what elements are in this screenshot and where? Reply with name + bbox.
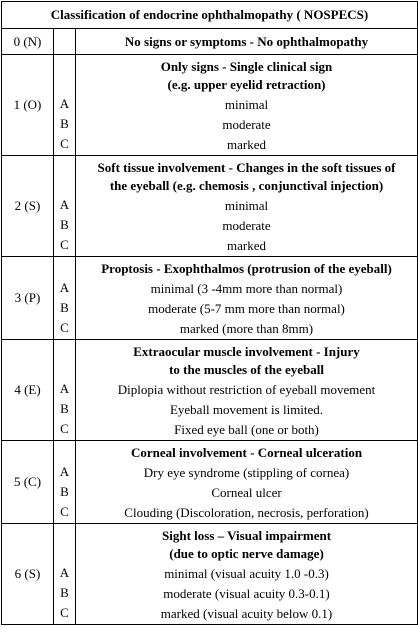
severity-level: marked (visual acuity below 0.1) [160,606,333,621]
subgrade-letter: A [59,565,70,580]
class-row [2,524,418,625]
subgrade-letter: A [59,280,70,295]
class-row [2,340,418,441]
subgrade-letter: B [60,116,69,131]
subgrade-letter: A [59,464,70,479]
severity-level: moderate [222,117,271,132]
subgrade-letter: B [60,401,69,416]
description-cell [76,524,418,625]
class-row [2,29,418,55]
class-heading: Sight loss – Visual impairment (due to optic nerve damage) [162,528,332,561]
subgrade-cell [54,55,76,156]
subgrade-cell [54,340,76,441]
class-heading: Corneal involvement - Corneal ulceration [130,445,363,460]
severity-level: Eyeball movement is limited. [169,402,324,417]
subgrade-letter: C [60,136,69,151]
class-heading: Extraocular muscle involvement - Injury to the muscles of the eyeball [133,344,360,377]
description-cell [76,340,418,441]
severity-level: marked [227,238,266,253]
description-cell: No signs or symptoms - No ophthalmopathy [76,29,418,55]
grade-cell: 2 (S) [2,156,54,257]
subgrade-cell [54,257,76,340]
grade-cell: 6 (S) [2,524,54,625]
description-cell [76,156,418,257]
severity-level: marked [227,137,266,152]
class-row [2,55,418,156]
subgrade-cell [54,29,76,55]
grade-cell: 3 (P) [2,257,54,340]
severity-level: Clouding (Discoloration, necrosis, perforation) [124,505,369,520]
class-heading: Only signs - Single clinical sign (e.g. upper eyelid retraction) [160,59,333,92]
description-cell [76,441,418,524]
severity-level: Diplopia without restriction of eyeball movement [117,382,376,397]
severity-level: moderate [222,218,271,233]
subgrade-letter: C [60,320,69,335]
grade-cell: 0 (N) [2,29,54,55]
subgrade-cell [54,156,76,257]
severity-level: moderate (visual acuity 0.3-0.1) [163,586,330,601]
severity-level: Dry eye syndrome (stippling of cornea) [143,465,350,480]
class-heading: Proptosis - Exophthalmos (protrusion of the eyeball) [101,261,392,276]
severity-level: Fixed eye ball (one or both) [174,422,319,437]
class-row [2,257,418,340]
subgrade-letter: B [60,585,69,600]
subgrade-letter: C [60,237,69,252]
severity-level: minimal [224,97,269,112]
grade-cell: 4 (E) [2,340,54,441]
subgrade-letter: A [59,197,70,212]
description-cell [76,55,418,156]
nospecs-table [1,1,418,625]
description-cell [76,257,418,340]
severity-level: minimal [224,198,269,213]
subgrade-letter: B [60,217,69,232]
subgrade-letter: A [59,96,70,111]
subgrade-letter: C [60,605,69,620]
subgrade-letter: C [60,421,69,436]
class-heading: Soft tissue involvement - Changes in the soft tissues of the eyeball (e.g. chemosis , conjunctival injection) [97,160,396,193]
severity-level: moderate (5-7 mm more than normal) [148,301,345,316]
subgrade-letter: A [59,381,70,396]
grade-cell: 5 (C) [2,441,54,524]
severity-level: minimal (visual acuity 1.0 -0.3) [164,566,329,581]
table-title: Classification of endocrine ophthalmopathy ( NOSPECS) [2,2,418,29]
subgrade-letter: B [60,484,69,499]
class-row [2,441,418,524]
severity-level: minimal (3 -4mm more than normal) [150,281,343,296]
subgrade-cell [54,524,76,625]
grade-cell: 1 (O) [2,55,54,156]
class-row [2,156,418,257]
subgrade-letter: C [60,504,69,519]
severity-level: Corneal ulcer [211,485,282,500]
subgrade-letter: B [60,300,69,315]
severity-level: marked (more than 8mm) [179,321,314,336]
subgrade-cell [54,441,76,524]
